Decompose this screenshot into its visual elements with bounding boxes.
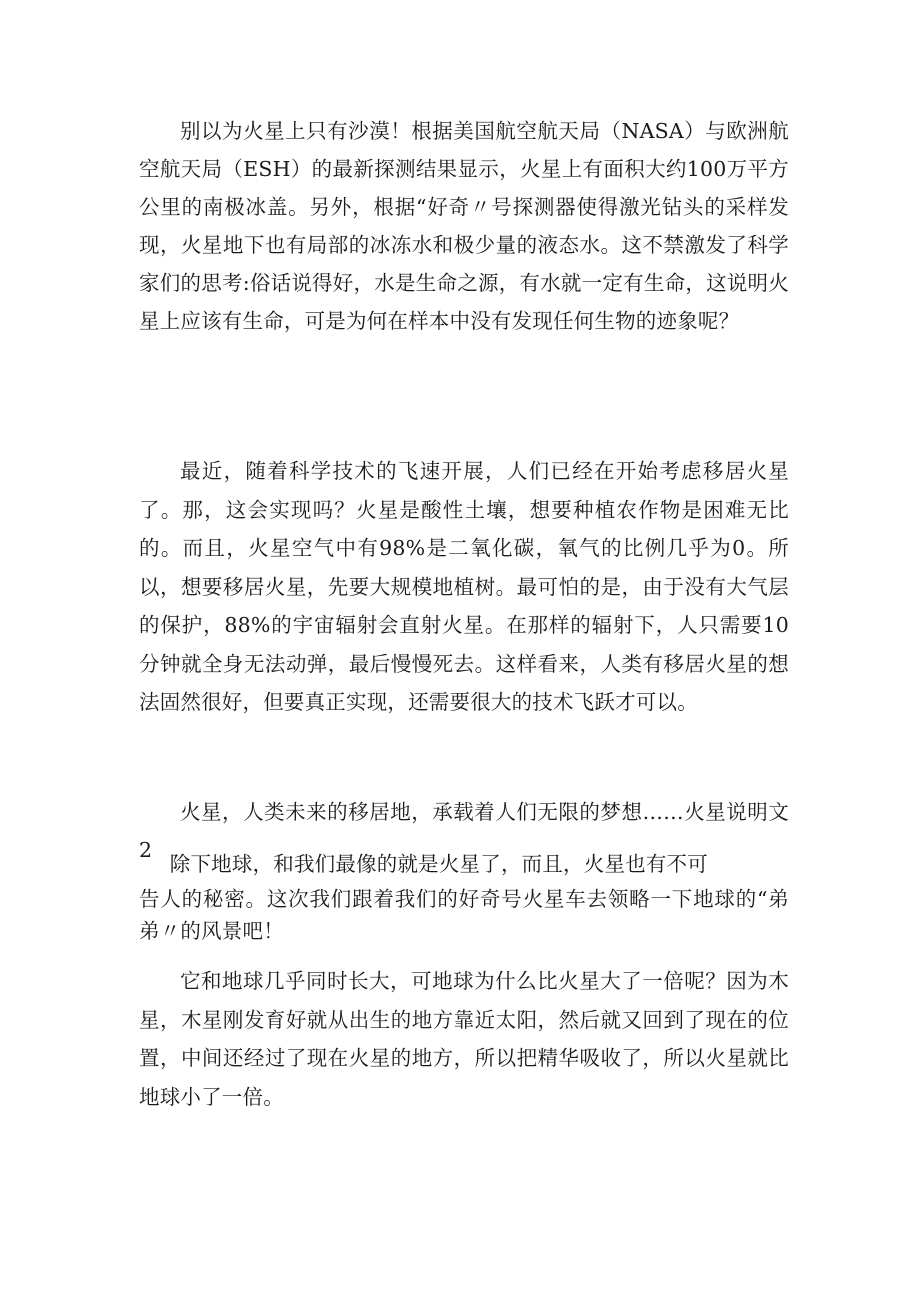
paragraph-1: 别以为火星上只有沙漠！根据美国航空航天局（NASA）与欧洲航空航天局（ESH）的最新探测结果显示，火星上有面积大约100万平方公里的南极冰盖。另外，根据“好奇〃号探测器使得激光钻头的采样发现，火星地下也有局部的冰冻水和极少量的液态水。这不禁激发了科学家们的思考:俗话说得好，水是生命之源，有水就一定有生命，这说明火星上应该有生命，可是为何在样本中没有发现任何生物的迹象呢？ (139, 119, 789, 333)
paragraph-3: 火星，人类未来的移居地，承载着人们无限的梦想……火星说明文2 (139, 800, 789, 862)
paragraph-5: 告人的秘密。这次我们跟着我们的好奇号火星车去领略一下地球的“弟弟〃的风景吧！ (139, 887, 789, 943)
paragraph-2: 最近，随着科学技术的飞速开展，人们已经在开始考虑移居火星了。那，这会实现吗？火星是酸性土壤，想要种植农作物是困难无比的。而且，火星空气中有98%是二氧化碳，氧气的比例几乎为0。所以，想要移居火星，先要大规模地植树。最可怕的是，由于没有大气层的保护，88%的宇宙辐射会直射火星。在那样的辐射下，人只需要10分钟就全身无法动弹，最后慢慢死去。这样看来，人类有移居火星的想法固然很好，但要真正实现，还需要很大的技术飞跃才可以。 (139, 459, 789, 714)
paragraph-4: 除下地球，和我们最像的就是火星了，而且，火星也有不可 (169, 852, 708, 876)
paragraph-6: 它和地球几乎同时长大，可地球为什么比火星大了一倍呢？因为木星，木星刚发育好就从出生的地方靠近太阳，然后就又回到了现在的位置，中间还经过了现在火星的地方，所以把精华吸收了，所以火星就比地球小了一倍。 (139, 969, 789, 1109)
